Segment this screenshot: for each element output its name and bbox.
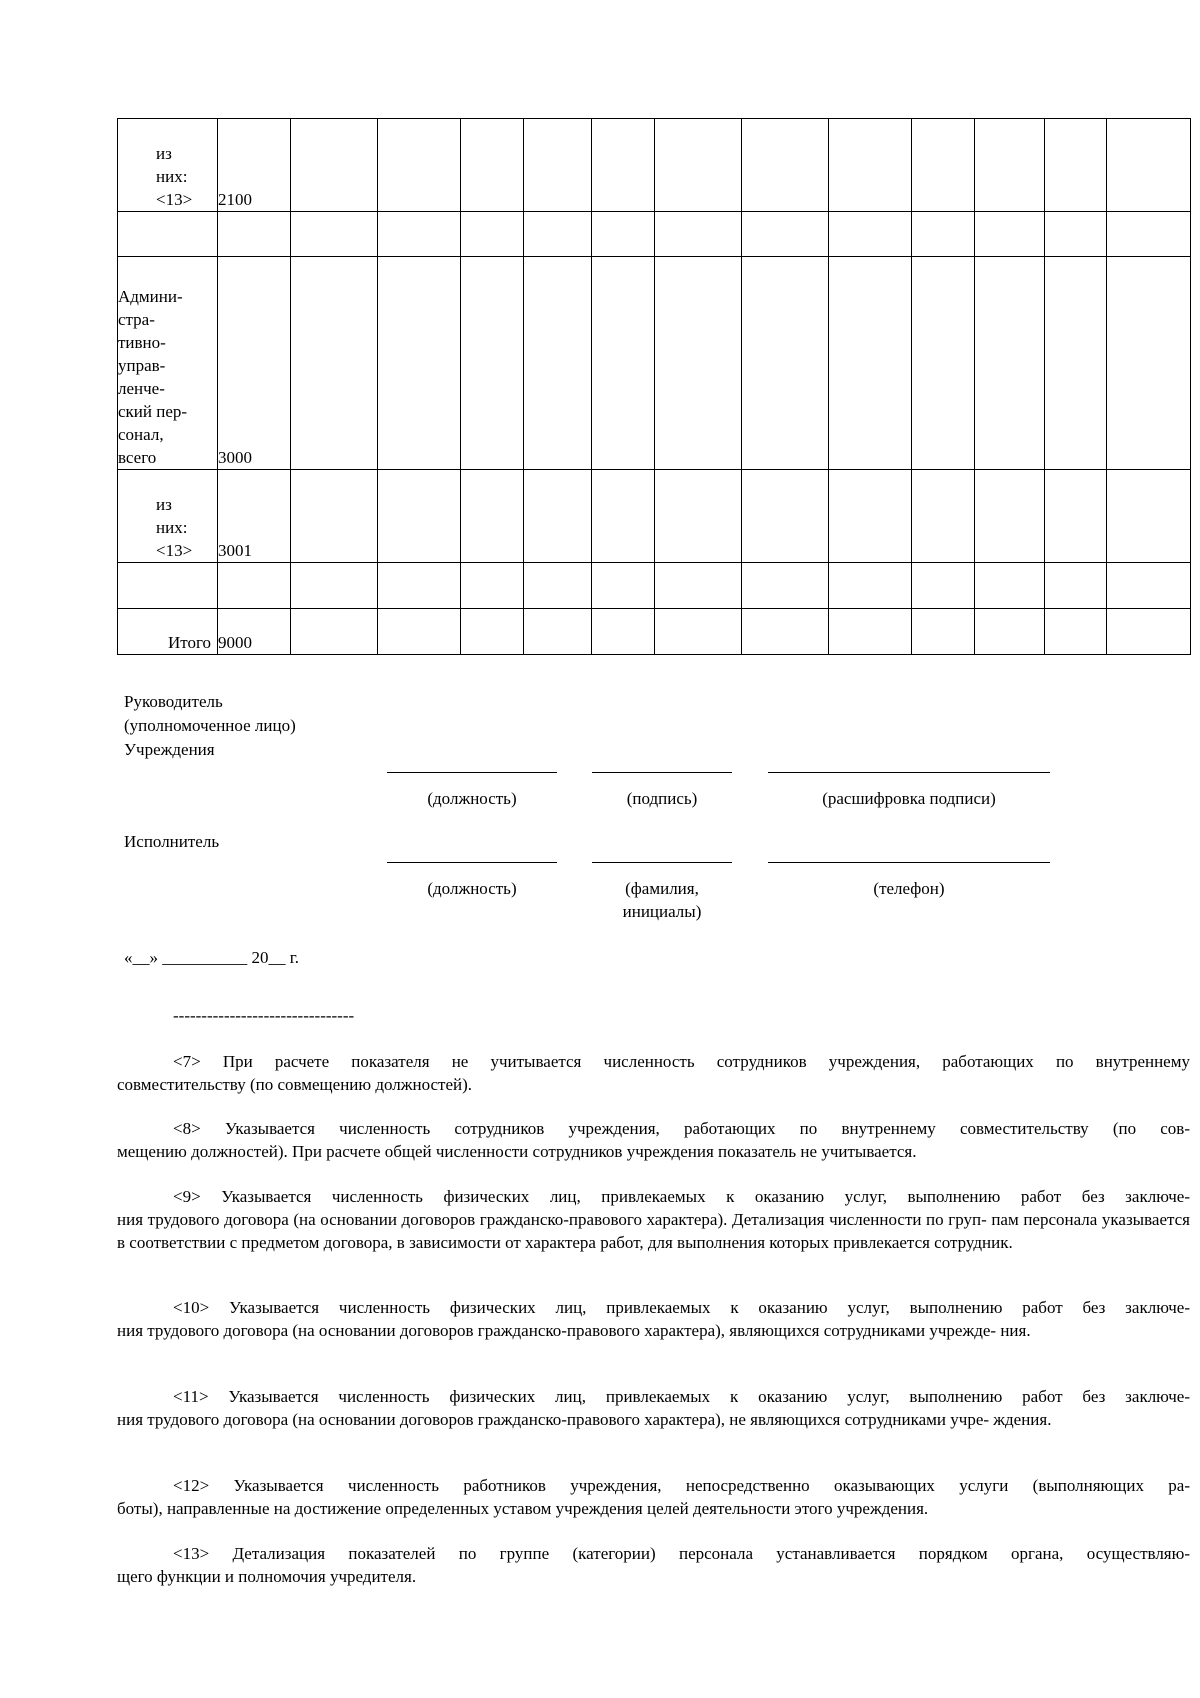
data-cell <box>1045 257 1107 470</box>
footnote-rest: мещению должностей). При расчете общей численности сотрудников учреждения показатель не учитывается. <box>117 1142 917 1161</box>
signature-line <box>592 862 732 863</box>
table-row <box>118 563 1191 609</box>
row-name-line: сонал, <box>118 425 164 444</box>
data-cell <box>975 609 1045 655</box>
table-row <box>118 470 1191 563</box>
data-cell <box>1045 119 1107 212</box>
row-name-cell <box>118 119 218 212</box>
row-code-cell: 3001 <box>218 470 291 563</box>
footnote-11 <box>117 1385 1190 1431</box>
head-label <box>124 690 296 762</box>
data-cell <box>912 609 975 655</box>
data-cell <box>524 212 592 257</box>
head-label-line: Руководитель <box>124 692 223 711</box>
data-cell <box>291 119 378 212</box>
data-cell <box>461 257 524 470</box>
data-cell <box>592 257 655 470</box>
footnote-first-line: <11> Указывается численность физических лиц, привлекаемых к оказанию услуг, выполнению работ без заключе- <box>173 1387 1190 1406</box>
row-code-cell <box>218 563 291 609</box>
row-name-cell <box>118 212 218 257</box>
footnote-rest: совместительству (по совмещению должностей). <box>117 1075 473 1094</box>
footnote-rest: ния трудового договора (на основании договоров гражданско-правового характера), не являющихся сотрудниками учре- ждения. <box>117 1410 1052 1429</box>
data-cell <box>975 212 1045 257</box>
caption-signature-decoding: (расшифровка подписи) <box>822 789 996 808</box>
row-name-line: всего <box>118 448 157 467</box>
row-name-line: управ- <box>118 356 166 375</box>
data-cell <box>461 470 524 563</box>
row-name-line: Админи- <box>118 287 183 306</box>
data-cell <box>912 212 975 257</box>
data-cell <box>291 563 378 609</box>
data-cell <box>912 470 975 563</box>
row-name-cell <box>118 470 218 563</box>
data-cell <box>378 470 461 563</box>
data-cell <box>1045 609 1107 655</box>
footnote-rest: ния трудового договора (на основании договоров гражданско-правового характера). Детализация численности по груп- пам персонала указывается в соответствии с предметом договора, в зависимости от характера работ, для выполнения которых привлекается сотрудник. <box>117 1210 1190 1252</box>
row-name-line: стра- <box>118 310 155 329</box>
data-cell <box>912 563 975 609</box>
data-cell <box>524 470 592 563</box>
data-cell <box>742 212 829 257</box>
footnote-first-line: <13> Детализация показателей по группе (категории) персонала устанавливается порядком органа, осуществляю- <box>173 1544 1190 1563</box>
row-code-cell <box>218 212 291 257</box>
data-cell <box>829 212 912 257</box>
row-name-line: <13> <box>156 541 193 560</box>
head-label-line: (уполномоченное лицо) <box>124 716 296 735</box>
data-cell <box>829 470 912 563</box>
data-cell <box>1107 119 1191 212</box>
footnote-9 <box>117 1185 1190 1254</box>
table-row <box>118 609 1191 655</box>
data-cell <box>1045 212 1107 257</box>
total-label: Итого <box>167 633 211 652</box>
row-code-cell: 3000 <box>218 257 291 470</box>
row-name-line: из <box>156 495 172 514</box>
data-cell <box>1107 212 1191 257</box>
footnote-first-line: <9> Указывается численность физических лиц, привлекаемых к оказанию услуг, выполнению работ без заключе- <box>173 1187 1190 1206</box>
data-cell <box>742 609 829 655</box>
data-cell <box>655 563 742 609</box>
data-cell <box>912 257 975 470</box>
row-name-line: <13> <box>156 190 193 209</box>
footnote-rest: ния трудового договора (на основании договоров гражданско-правового характера), являющихся сотрудниками учрежде- ния. <box>117 1321 1031 1340</box>
data-cell <box>592 212 655 257</box>
caption-phone: (телефон) <box>873 879 945 898</box>
row-name-cell <box>118 609 218 655</box>
row-name-cell <box>118 563 218 609</box>
footnote-8 <box>117 1117 1190 1163</box>
data-cell <box>655 212 742 257</box>
row-name-line: ский пер- <box>118 402 188 421</box>
row-name-cell <box>118 257 218 470</box>
table-row <box>118 257 1191 470</box>
data-cell <box>1107 609 1191 655</box>
table-row <box>118 119 1191 212</box>
data-cell <box>592 609 655 655</box>
caption-signature: (подпись) <box>626 789 698 808</box>
footnote-rest: щего функции и полномочия учредителя. <box>117 1567 417 1586</box>
row-name-line: них: <box>156 167 188 186</box>
caption-position: (должность) <box>427 789 517 808</box>
caption-name-line: инициалы) <box>622 902 702 921</box>
data-cell <box>975 563 1045 609</box>
data-cell <box>829 257 912 470</box>
data-cell <box>524 257 592 470</box>
data-cell <box>524 609 592 655</box>
data-cell <box>524 563 592 609</box>
data-cell <box>291 609 378 655</box>
data-cell <box>1107 563 1191 609</box>
caption-name <box>592 877 732 923</box>
footnote-12 <box>117 1474 1190 1520</box>
row-name-line: ленче- <box>118 379 165 398</box>
row-name-line: них: <box>156 518 188 537</box>
signature-line <box>768 862 1050 863</box>
data-cell <box>378 563 461 609</box>
data-cell <box>912 119 975 212</box>
data-cell <box>1107 470 1191 563</box>
data-cell <box>975 119 1045 212</box>
row-name-line: из <box>156 144 172 163</box>
data-cell <box>655 119 742 212</box>
signature-line <box>768 772 1050 773</box>
data-cell <box>1107 257 1191 470</box>
caption-position: (должность) <box>427 879 517 898</box>
data-cell <box>742 470 829 563</box>
footnote-7 <box>117 1050 1190 1096</box>
data-cell <box>291 212 378 257</box>
executor-label: Исполнитель <box>124 832 220 851</box>
signature-line <box>592 772 732 773</box>
data-cell <box>378 257 461 470</box>
data-cell <box>975 470 1045 563</box>
footnote-separator: -------------------------------- <box>173 1006 355 1025</box>
data-cell <box>461 563 524 609</box>
data-cell <box>829 609 912 655</box>
data-cell <box>461 212 524 257</box>
data-cell <box>829 119 912 212</box>
footnote-first-line: <8> Указывается численность сотрудников учреждения, работающих по внутреннему совместительству (по сов- <box>173 1119 1190 1138</box>
data-cell <box>524 119 592 212</box>
data-cell <box>655 609 742 655</box>
data-cell <box>655 470 742 563</box>
data-cell <box>592 119 655 212</box>
row-code-cell: 2100 <box>218 119 291 212</box>
row-code-cell: 9000 <box>218 609 291 655</box>
data-cell <box>742 563 829 609</box>
data-cell <box>592 470 655 563</box>
row-name-line: тивно- <box>118 333 166 352</box>
data-cell <box>742 257 829 470</box>
footnote-first-line: <12> Указывается численность работников учреждения, непосредственно оказывающих услуги (выполняющих ра- <box>173 1476 1190 1495</box>
data-cell <box>378 119 461 212</box>
head-label-line: Учреждения <box>124 740 215 759</box>
data-cell <box>742 119 829 212</box>
footnote-first-line: <7> При расчете показателя не учитывается численность сотрудников учреждения, работающих по внутреннему <box>173 1052 1190 1071</box>
table-row <box>118 212 1191 257</box>
data-cell <box>378 212 461 257</box>
footnote-first-line: <10> Указывается численность физических лиц, привлекаемых к оказанию услуг, выполнению работ без заключе- <box>173 1298 1190 1317</box>
data-cell <box>1045 470 1107 563</box>
staff-table <box>117 118 1191 655</box>
data-cell <box>975 257 1045 470</box>
data-cell <box>829 563 912 609</box>
data-cell <box>1045 563 1107 609</box>
signature-line <box>387 862 557 863</box>
data-cell <box>291 470 378 563</box>
data-cell <box>592 563 655 609</box>
data-cell <box>655 257 742 470</box>
date-line: «__» __________ 20__ г. <box>124 948 300 967</box>
data-cell <box>461 119 524 212</box>
footnote-13 <box>117 1542 1190 1588</box>
data-cell <box>291 257 378 470</box>
data-cell <box>378 609 461 655</box>
data-cell <box>461 609 524 655</box>
caption-name-line: (фамилия, <box>625 879 699 898</box>
signature-line <box>387 772 557 773</box>
footnote-10 <box>117 1296 1190 1342</box>
footnote-rest: боты), направленные на достижение определенных уставом учреждения целей деятельности этого учреждения. <box>117 1499 929 1518</box>
